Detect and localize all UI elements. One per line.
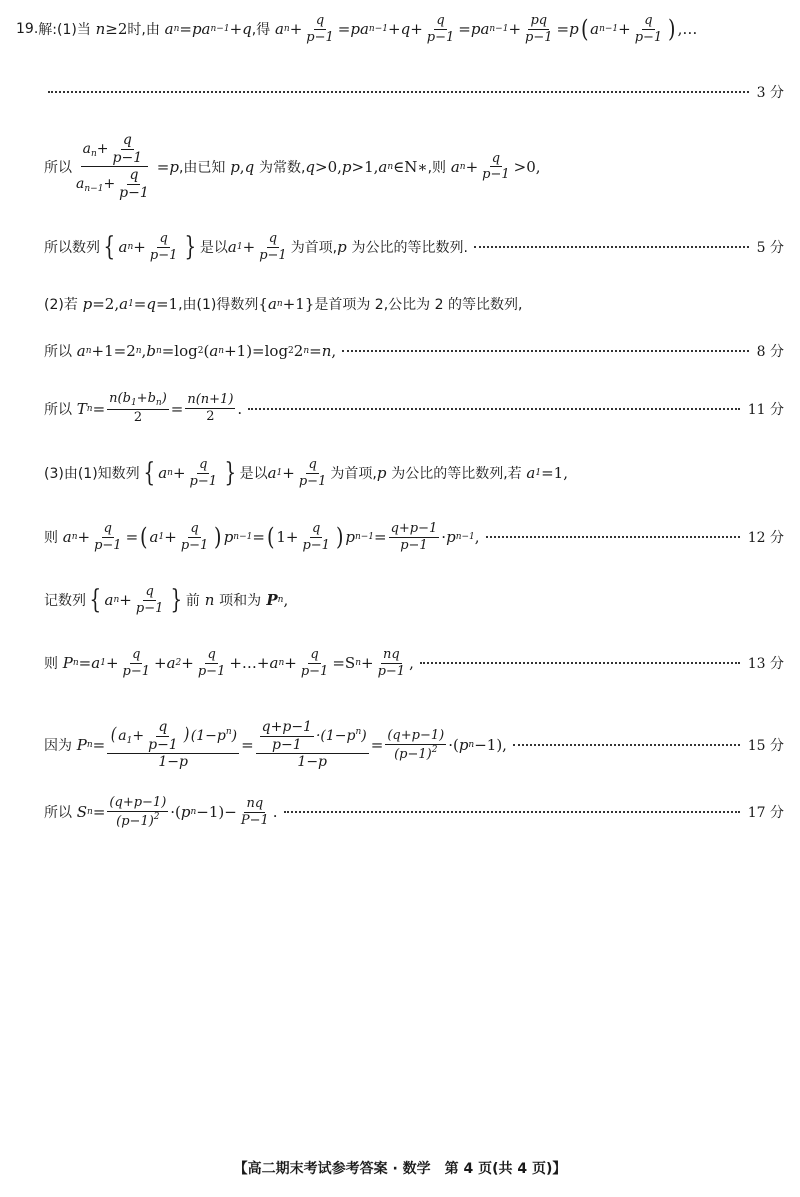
text-segment: 所以 <box>44 401 72 418</box>
text-segment: 为常数, <box>258 159 306 176</box>
text-segment: 是以 <box>239 466 268 483</box>
dot-leader <box>474 246 749 248</box>
score-label: 5 分 <box>756 240 784 257</box>
step-8-line: 则 a n + $\frac{q}{p-1}$ = ( a 1 + $\frac{q}{p-1}$ ) p n−1 = ( 1+ $\frac{q}{p-1}$ ) p n−1 = $\frac{q+p-1}{p-1}$ · p n−1 , 12 分 <box>44 521 784 553</box>
dot-leader <box>513 744 740 746</box>
text-segment: 是以 <box>199 240 228 257</box>
text-segment: 则 <box>44 530 58 547</box>
text-segment: 所以 <box>44 344 72 360</box>
step-12-line: 所以 S n = $\frac{(q+p-1)}{(p-1)^2}$ ·( p n −1)− $\frac{nq}{P-1}$ . 17 分 <box>44 795 784 829</box>
text-segment: 所以 <box>44 805 72 822</box>
step-3-line: 所以数列 { a n + $\frac{q}{p-1}$ } 是以 a 1 + $\frac{q}{p-1}$ 为首项, p 为公比的等比数列. 5 分 <box>44 231 784 263</box>
step-6-line: 所以 T n = $\frac{n(b_1+b_n)}{2}$ = $\frac{n(n+1)}{2}$ . 11 分 <box>44 391 784 426</box>
dot-leader <box>420 662 740 664</box>
text-segment: 为首项, <box>330 466 377 483</box>
text-segment: ,由已知 <box>178 159 226 176</box>
step-11-line: 因为 P n = ( $a_1+$ $\frac{q}{p-1}$ ) $(1-p^n)$ 1−p = $\frac{q+p-1}{p-1}$ $\cdot(1-p^n)$ 1−p = $\frac{(q+p-1)}{(p-1)^2}$ ·( p n −1), 15 分 <box>44 719 784 771</box>
dot-leader <box>284 811 740 813</box>
step-1-score-line <box>48 82 784 102</box>
score-label: 13 分 <box>747 656 784 673</box>
dot-leader <box>342 350 748 352</box>
step-10-line: 则 P n = a 1 + $\frac{q}{p-1}$ + a 2 + $\frac{q}{p-1}$ +…+ a n + $\frac{q}{p-1}$ =S n + $\frac{nq}{p-1}$ , 13 分 <box>44 647 784 679</box>
text-segment: 项和为 <box>219 593 262 610</box>
text-segment: 记数列 <box>44 593 86 610</box>
text-segment: 所以 <box>44 159 72 176</box>
ratio-fraction: $a_n+$ $\frac{q}{p-1}$ $a_{n-1}+$ $\frac{q}{p-1}$ <box>76 132 149 202</box>
text-segment: 为公比的等比数列. <box>351 240 468 257</box>
text-segment: 解:(1)当 <box>38 22 91 39</box>
dot-leader <box>486 536 740 538</box>
score-label: 8 分 <box>756 344 784 360</box>
score-label: 11 分 <box>747 401 784 418</box>
step-7-line: (3)由(1)知数列 { a n + $\frac{q}{p-1}$ } 是以 a 1 + $\frac{q}{p-1}$ 为首项, p 为公比的等比数列,若 a 1 =1, <box>44 457 568 489</box>
step-9-line: 记数列 { a n + $\frac{q}{p-1}$ } 前 n 项和为 P n , <box>44 584 289 616</box>
text-segment: ,得 <box>251 22 271 39</box>
text-segment: (2)若 <box>44 297 78 313</box>
score-label: 15 分 <box>747 738 784 755</box>
text-segment: (3)由(1)知数列 <box>44 466 140 483</box>
dot-leader <box>248 408 740 410</box>
text-segment: ,则 <box>427 159 447 176</box>
text-segment: 则 <box>44 656 58 673</box>
score-label: 12 分 <box>747 530 784 547</box>
step-5-line: 所以 a n +1=2 n , b n =log 2 ( a n +1)=log 2 2 n = n , 8 分 <box>44 342 784 360</box>
text-segment: 为公比的等比数列,若 <box>391 466 522 483</box>
text-segment: 时,由 <box>127 22 160 39</box>
step-1-line <box>16 14 784 44</box>
text-segment: 是首项为 2,公比为 2 的等比数列, <box>314 297 523 313</box>
text-segment: 所以数列 <box>44 240 100 257</box>
problem-number: 19. <box>16 21 39 38</box>
text-segment: 为首项, <box>290 240 338 257</box>
page-footer: 【高二期末考试参考答案 · 数学 第 4 页(共 4 页)】 <box>233 1161 567 1177</box>
score-label: 17 分 <box>747 805 784 822</box>
text-segment: ,由(1)得数列 <box>178 297 259 313</box>
text-segment: 因为 <box>44 738 72 755</box>
step-4-line: (2)若 p =2, a 1 = q =1 ,由(1)得数列 { a n +1} 是首项为 2,公比为 2 的等比数列, <box>44 295 523 313</box>
step-2-line: 所以 $a_n+$ $\frac{q}{p-1}$ $a_{n-1}+$ $\frac{q}{p-1}$ = p ,由已知 p , q 为常数, q >0, p >1, a n ∈N∗ ,则 a n + $\frac{q}{p-1}$ >0, <box>44 132 541 202</box>
score-label: 3 分 <box>756 85 784 101</box>
text-segment: 前 <box>185 593 200 610</box>
step-1-content: 19. 解:(1)当 n ≥2 时,由 a n = pa n−1 + q ,得 a n + $\frac{q}{p-1}$ = pa n−1 + q + $\frac{q}{p-1}$ = pa n−1 + $\frac{pq}{p-1}$ = p ( a n−1 + $\frac{q}{p-1}$ ) ,… <box>16 13 698 45</box>
dot-leader <box>48 91 749 93</box>
